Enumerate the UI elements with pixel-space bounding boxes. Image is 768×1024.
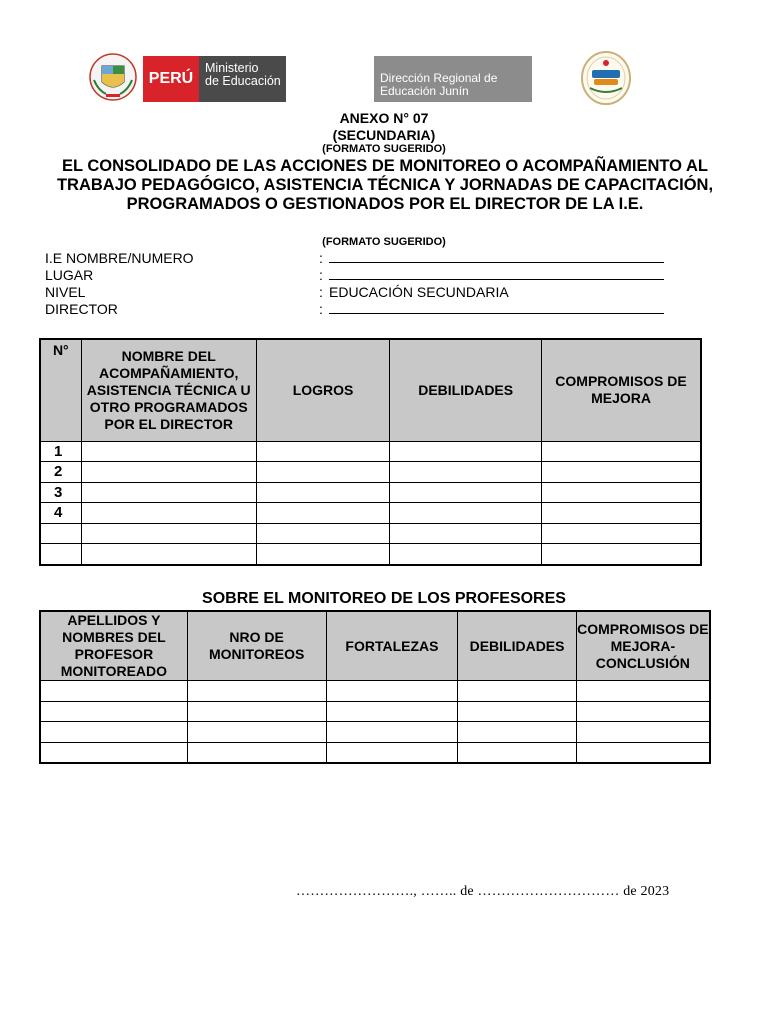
peru-label: PERÚ xyxy=(143,56,199,102)
director-blank-line[interactable] xyxy=(329,313,664,314)
colon: : xyxy=(319,250,323,266)
col-debilidades-header: DEBILIDADES xyxy=(458,611,576,681)
table-cell[interactable] xyxy=(81,544,256,565)
lugar-field xyxy=(45,267,685,284)
table-row xyxy=(40,681,710,702)
table-cell[interactable] xyxy=(81,462,256,483)
ie-label: I.E NOMBRE/NUMERO xyxy=(45,250,194,266)
table-cell[interactable] xyxy=(576,722,710,743)
col-debilidades-header: DEBILIDADES xyxy=(390,339,542,441)
table-cell[interactable] xyxy=(542,462,701,483)
format-note: (FORMATO SUGERIDO) xyxy=(322,143,446,155)
col-monitoreos-header: NRO DE MONITOREOS xyxy=(187,611,326,681)
col-logros-header: LOGROS xyxy=(256,339,389,441)
date-line: ……………………., …….. de ………………………… de 2023 xyxy=(296,884,670,899)
minedu-logo xyxy=(143,56,286,102)
table-row xyxy=(40,742,710,763)
table-row xyxy=(40,482,701,503)
row-number xyxy=(40,523,81,544)
col-compromisos-header: COMPROMISOS DE MEJORA-CONCLUSIÓN xyxy=(576,611,710,681)
table-cell[interactable] xyxy=(390,503,542,524)
table-row xyxy=(40,462,701,483)
table-cell[interactable] xyxy=(576,681,710,702)
table-row xyxy=(40,503,701,524)
lugar-label: LUGAR xyxy=(45,267,94,283)
table-cell[interactable] xyxy=(81,503,256,524)
row-number: 2 xyxy=(40,462,81,483)
table-cell[interactable] xyxy=(326,742,458,763)
regional-line-2: Educación Junín xyxy=(380,84,469,98)
table-cell[interactable] xyxy=(542,523,701,544)
table-cell[interactable] xyxy=(458,742,576,763)
lugar-blank-line[interactable] xyxy=(329,279,664,280)
table-cell[interactable] xyxy=(458,681,576,702)
colon: : xyxy=(319,267,323,283)
table-cell[interactable] xyxy=(256,544,389,565)
table-cell[interactable] xyxy=(390,462,542,483)
director-field xyxy=(45,301,685,318)
table-cell[interactable] xyxy=(256,523,389,544)
table-header-row xyxy=(40,611,710,681)
table-cell[interactable] xyxy=(40,722,187,743)
table-row xyxy=(40,701,710,722)
anexo-title: ANEXO N° 07 xyxy=(339,110,429,126)
level-title: (SECUNDARIA) xyxy=(332,127,436,143)
nivel-value: EDUCACIÓN SECUNDARIA xyxy=(329,284,509,300)
nivel-label: NIVEL xyxy=(45,284,86,300)
table-cell[interactable] xyxy=(256,482,389,503)
header-logos xyxy=(88,52,533,102)
table-cell[interactable] xyxy=(390,544,542,565)
table-cell[interactable] xyxy=(187,742,326,763)
table-cell[interactable] xyxy=(542,482,701,503)
ministry-line-2: de Educación xyxy=(205,74,281,88)
nivel-field xyxy=(45,284,685,301)
table-cell[interactable] xyxy=(576,701,710,722)
table-cell[interactable] xyxy=(81,441,256,462)
table-cell[interactable] xyxy=(40,681,187,702)
table-cell[interactable] xyxy=(40,742,187,763)
table-cell[interactable] xyxy=(458,701,576,722)
table-cell[interactable] xyxy=(326,681,458,702)
col-compromisos-header: COMPROMISOS DE MEJORA xyxy=(542,339,701,441)
actions-table xyxy=(39,338,702,566)
row-number xyxy=(40,544,81,565)
table-cell[interactable] xyxy=(458,722,576,743)
table-cell[interactable] xyxy=(326,722,458,743)
regional-logo xyxy=(374,56,532,102)
director-label: DIRECTOR xyxy=(45,301,118,317)
col-fortalezas-header: FORTALEZAS xyxy=(326,611,458,681)
ie-blank-line[interactable] xyxy=(329,262,664,263)
table-cell[interactable] xyxy=(390,482,542,503)
teachers-table xyxy=(39,610,711,764)
table-cell[interactable] xyxy=(187,722,326,743)
table-row xyxy=(40,523,701,544)
table-cell[interactable] xyxy=(326,701,458,722)
col-number-header: N° xyxy=(40,339,81,441)
table-cell[interactable] xyxy=(81,482,256,503)
table-cell[interactable] xyxy=(542,503,701,524)
row-number: 3 xyxy=(40,482,81,503)
col-name-header: NOMBRE DEL ACOMPAÑAMIENTO, ASISTENCIA TÉCNICA U OTRO PROGRAMADOS POR EL DIRECTOR xyxy=(81,339,256,441)
colon: : xyxy=(319,284,323,300)
table-cell[interactable] xyxy=(542,441,701,462)
table-cell[interactable] xyxy=(256,462,389,483)
table-cell[interactable] xyxy=(40,701,187,722)
table-cell[interactable] xyxy=(576,742,710,763)
table-cell[interactable] xyxy=(256,503,389,524)
table-row xyxy=(40,441,701,462)
ie-field xyxy=(45,250,685,267)
row-number: 1 xyxy=(40,441,81,462)
table-cell[interactable] xyxy=(81,523,256,544)
col-teacher-name-header: APELLIDOS Y NOMBRES DEL PROFESOR MONITOREADO xyxy=(40,611,187,681)
table-cell[interactable] xyxy=(256,441,389,462)
row-number: 4 xyxy=(40,503,81,524)
section-title: SOBRE EL MONITOREO DE LOS PROFESORES xyxy=(202,590,566,607)
peru-coat-of-arms-icon xyxy=(88,52,138,102)
colon: : xyxy=(319,301,323,317)
table-cell[interactable] xyxy=(390,523,542,544)
table-header-row xyxy=(40,339,701,441)
table-row xyxy=(40,544,701,565)
ministry-line-1: Ministerio xyxy=(205,61,259,75)
ugel-logo-icon xyxy=(580,50,632,106)
format-note-2: (FORMATO SUGERIDO) xyxy=(322,236,446,248)
regional-line-1: Dirección Regional de xyxy=(380,71,498,85)
table-cell[interactable] xyxy=(390,441,542,462)
table-row xyxy=(40,722,710,743)
table-cell[interactable] xyxy=(187,701,326,722)
table-cell[interactable] xyxy=(542,544,701,565)
table-cell[interactable] xyxy=(187,681,326,702)
main-title: EL CONSOLIDADO DE LAS ACCIONES DE MONITOREO O ACOMPAÑAMIENTO AL TRABAJO PEDAGÓGICO, ASISTENCIA TÉCNICA Y JORNADAS DE CAPACITACIÓN, PROGRAMADOS O GESTIONADOS POR EL DIRECTOR DE LA I.E. xyxy=(56,157,714,213)
